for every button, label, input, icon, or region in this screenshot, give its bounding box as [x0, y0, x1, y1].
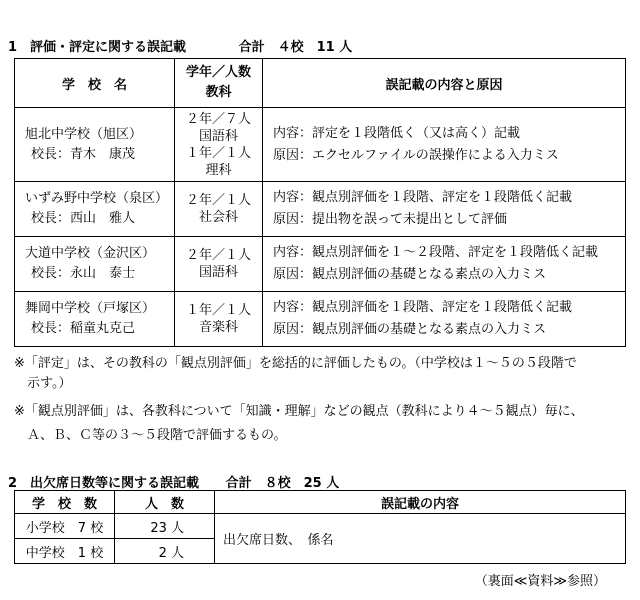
content-text: 内容：観点別評価を１～２段階、評定を１段階低く記載 — [273, 245, 599, 260]
table-row — [15, 292, 626, 347]
table-row — [15, 108, 626, 182]
grade-line: １年／１人 — [185, 145, 251, 161]
grade-cell — [175, 182, 263, 237]
cause-text: 原因：観点別評価の基礎となる素点の入力ミス — [273, 267, 547, 282]
people-cell: 2 人 — [115, 539, 215, 564]
cause-text: 原因：提出物を誤って未提出として評価 — [273, 212, 508, 227]
grade-line: ２年／７人 — [185, 111, 251, 127]
note-2-cont: Ａ、Ｂ、Ｃ等の３～５段階で評価するもの。 — [14, 428, 287, 443]
reference-note: （裏面≪資料≫参照） — [474, 574, 606, 589]
school-cell — [15, 292, 175, 347]
header-content: 誤記載の内容 — [215, 491, 626, 514]
subject-line: 音楽科 — [198, 320, 238, 335]
content-text: 内容：評定を１段階低く（又は高く）記載 — [273, 125, 521, 141]
table-header-row — [15, 491, 626, 514]
principal-name: 校長：青木 康茂 — [31, 146, 136, 162]
subject-line: 国語科 — [198, 128, 238, 144]
principal-name: 校長：西山 雅人 — [31, 211, 136, 226]
school-name: いずみ野中学校（泉区） — [25, 191, 169, 206]
school-count-cell: 小学校 7 校 — [15, 514, 115, 539]
misrecord-evaluation-table — [14, 58, 626, 347]
school-cell — [15, 237, 175, 292]
school-name: 大道中学校（金沢区） — [25, 246, 156, 261]
content-cell — [263, 182, 626, 237]
section2-heading — [8, 472, 339, 491]
table-row — [15, 182, 626, 237]
note-2: ※「観点別評価」は、各教科について「知識・理解」などの観点（教科により４～５観点）毎に、 — [14, 404, 584, 419]
subject-line: 理科 — [205, 162, 232, 178]
table-row — [15, 237, 626, 292]
section2-total: 合計 ８校 25 人 — [225, 476, 340, 491]
table-header-row — [15, 59, 626, 108]
grade-line: １年／１人 — [185, 303, 251, 318]
note-1: ※「評定」は、その教科の「観点別評価」を総括的に評価したもの。（中学校は１～５の５段階で — [14, 356, 577, 371]
school-cell — [15, 182, 175, 237]
grade-line: ２年／１人 — [185, 248, 251, 263]
grade-line: ２年／１人 — [185, 193, 251, 208]
principal-name: 校長：稲童丸克己 — [31, 321, 136, 336]
header-content: 誤記載の内容と原因 — [263, 59, 626, 108]
header-grade-line1: 学年／人数 — [185, 65, 251, 80]
header-grade-line2: 教科 — [205, 85, 232, 100]
cause-text: 原因：エクセルファイルの誤操作による入力ミス — [273, 147, 559, 163]
content-text: 内容：観点別評価を１段階、評定を１段階低く記載 — [273, 190, 573, 205]
section2-title: 2 出欠席日数等に関する誤記載 — [8, 476, 200, 491]
section1-total: 合計 ４校 11 人 — [238, 40, 353, 55]
content-cell — [263, 292, 626, 347]
header-grade — [175, 59, 263, 108]
grade-cell — [175, 237, 263, 292]
subject-line: 国語科 — [198, 265, 238, 280]
note-1-cont: 示す。） — [14, 376, 72, 391]
subject-line: 社会科 — [198, 210, 238, 225]
cause-text: 原因：観点別評価の基礎となる素点の入力ミス — [273, 322, 547, 337]
header-school-count: 学 校 数 — [15, 491, 115, 514]
content-cell: 出欠席日数、 係名 — [215, 514, 626, 564]
school-name: 舞岡中学校（戸塚区） — [25, 301, 156, 316]
header-school: 学 校 名 — [15, 59, 175, 108]
header-people: 人 数 — [115, 491, 215, 514]
content-cell — [263, 108, 626, 182]
content-text: 内容：観点別評価を１段階、評定を１段階低く記載 — [273, 300, 573, 315]
school-name: 旭北中学校（旭区） — [25, 126, 143, 142]
misrecord-attendance-table — [14, 490, 626, 564]
principal-name: 校長：永山 泰士 — [31, 266, 136, 281]
school-count-cell: 中学校 1 校 — [15, 539, 115, 564]
grade-cell — [175, 108, 263, 182]
content-cell — [263, 237, 626, 292]
section1-heading — [8, 36, 352, 55]
people-cell: 23 人 — [115, 514, 215, 539]
grade-cell — [175, 292, 263, 347]
section1-title: 1 評価・評定に関する誤記載 — [8, 40, 187, 55]
school-cell — [15, 108, 175, 182]
table-row — [15, 514, 626, 539]
